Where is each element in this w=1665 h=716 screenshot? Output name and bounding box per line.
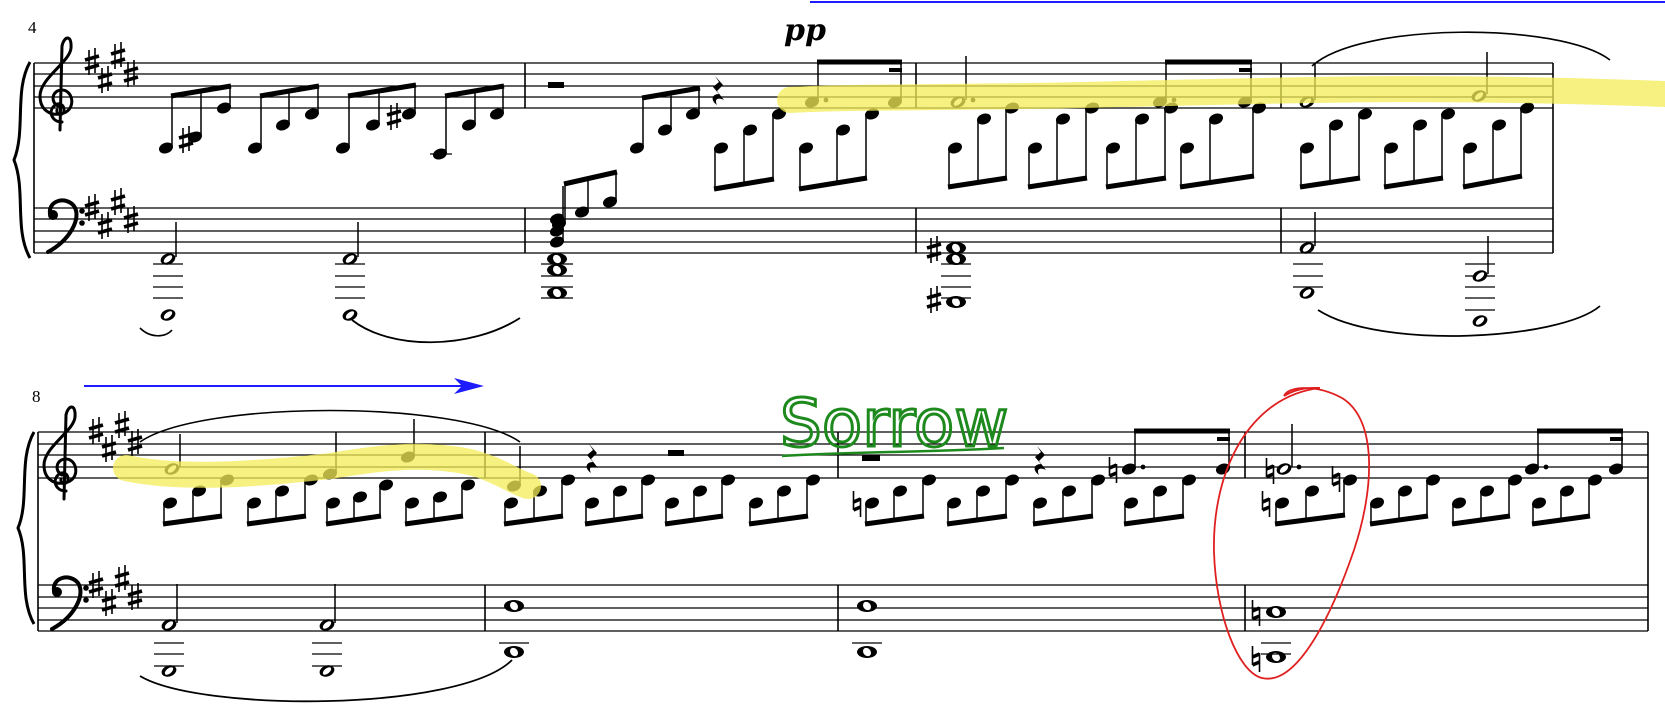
system-1 <box>14 13 1610 342</box>
note-beam-group <box>1530 473 1603 524</box>
whole-rest <box>548 82 564 88</box>
measure-10 <box>852 430 1232 658</box>
key-signature <box>85 42 138 239</box>
note-beam-group <box>1368 473 1441 524</box>
note-beam-group <box>797 107 880 189</box>
note-beam-group <box>1026 101 1100 187</box>
dynamic-marking: pp <box>784 13 826 48</box>
note-beam-group <box>628 88 701 155</box>
note-beam-group <box>583 473 656 524</box>
highlight-stroke <box>790 89 1665 100</box>
grand-staff-brace <box>18 432 34 624</box>
arrow-right-icon <box>84 378 484 394</box>
treble-clef-icon <box>44 407 76 499</box>
note-beam-group <box>1461 101 1535 187</box>
quarter-rest <box>1035 446 1046 475</box>
note-beam-group <box>747 473 821 524</box>
note-beam-group <box>1450 473 1523 524</box>
note-beam-group <box>1263 466 1359 524</box>
measure-4-bass <box>140 222 520 342</box>
measure-11 <box>1253 424 1625 672</box>
grand-staff-brace <box>14 62 30 258</box>
half-rest <box>668 450 684 456</box>
note-beam-group <box>334 85 417 155</box>
note-beam-group <box>945 473 1020 524</box>
note-beam-group <box>1298 107 1373 187</box>
handwritten-label: Sorrow <box>780 385 1009 462</box>
measure-number: 8 <box>32 387 41 406</box>
note-beam-group <box>1104 101 1179 187</box>
bass-staff <box>38 585 1648 631</box>
quarter-rest <box>713 76 724 105</box>
annotation-layer <box>84 2 1665 679</box>
note-beam-group <box>1031 473 1106 524</box>
note-beam-group <box>403 478 476 524</box>
note-beam-group <box>854 473 938 524</box>
note-beam-group <box>1382 107 1456 187</box>
note-beam-group <box>946 101 1020 187</box>
note-beam-group <box>712 107 787 189</box>
bass-notes <box>140 584 512 701</box>
note-beam-group <box>324 478 394 524</box>
note-beam-group <box>1178 101 1267 187</box>
note-beam-group <box>1122 473 1197 524</box>
treble-clef-icon <box>40 38 72 130</box>
bass-staff <box>34 208 1553 253</box>
measure-9 <box>499 444 822 658</box>
note-beam-group <box>663 473 736 524</box>
bass-chord <box>927 236 971 313</box>
measure-number: 4 <box>28 18 37 37</box>
quarter-rest <box>587 444 598 473</box>
